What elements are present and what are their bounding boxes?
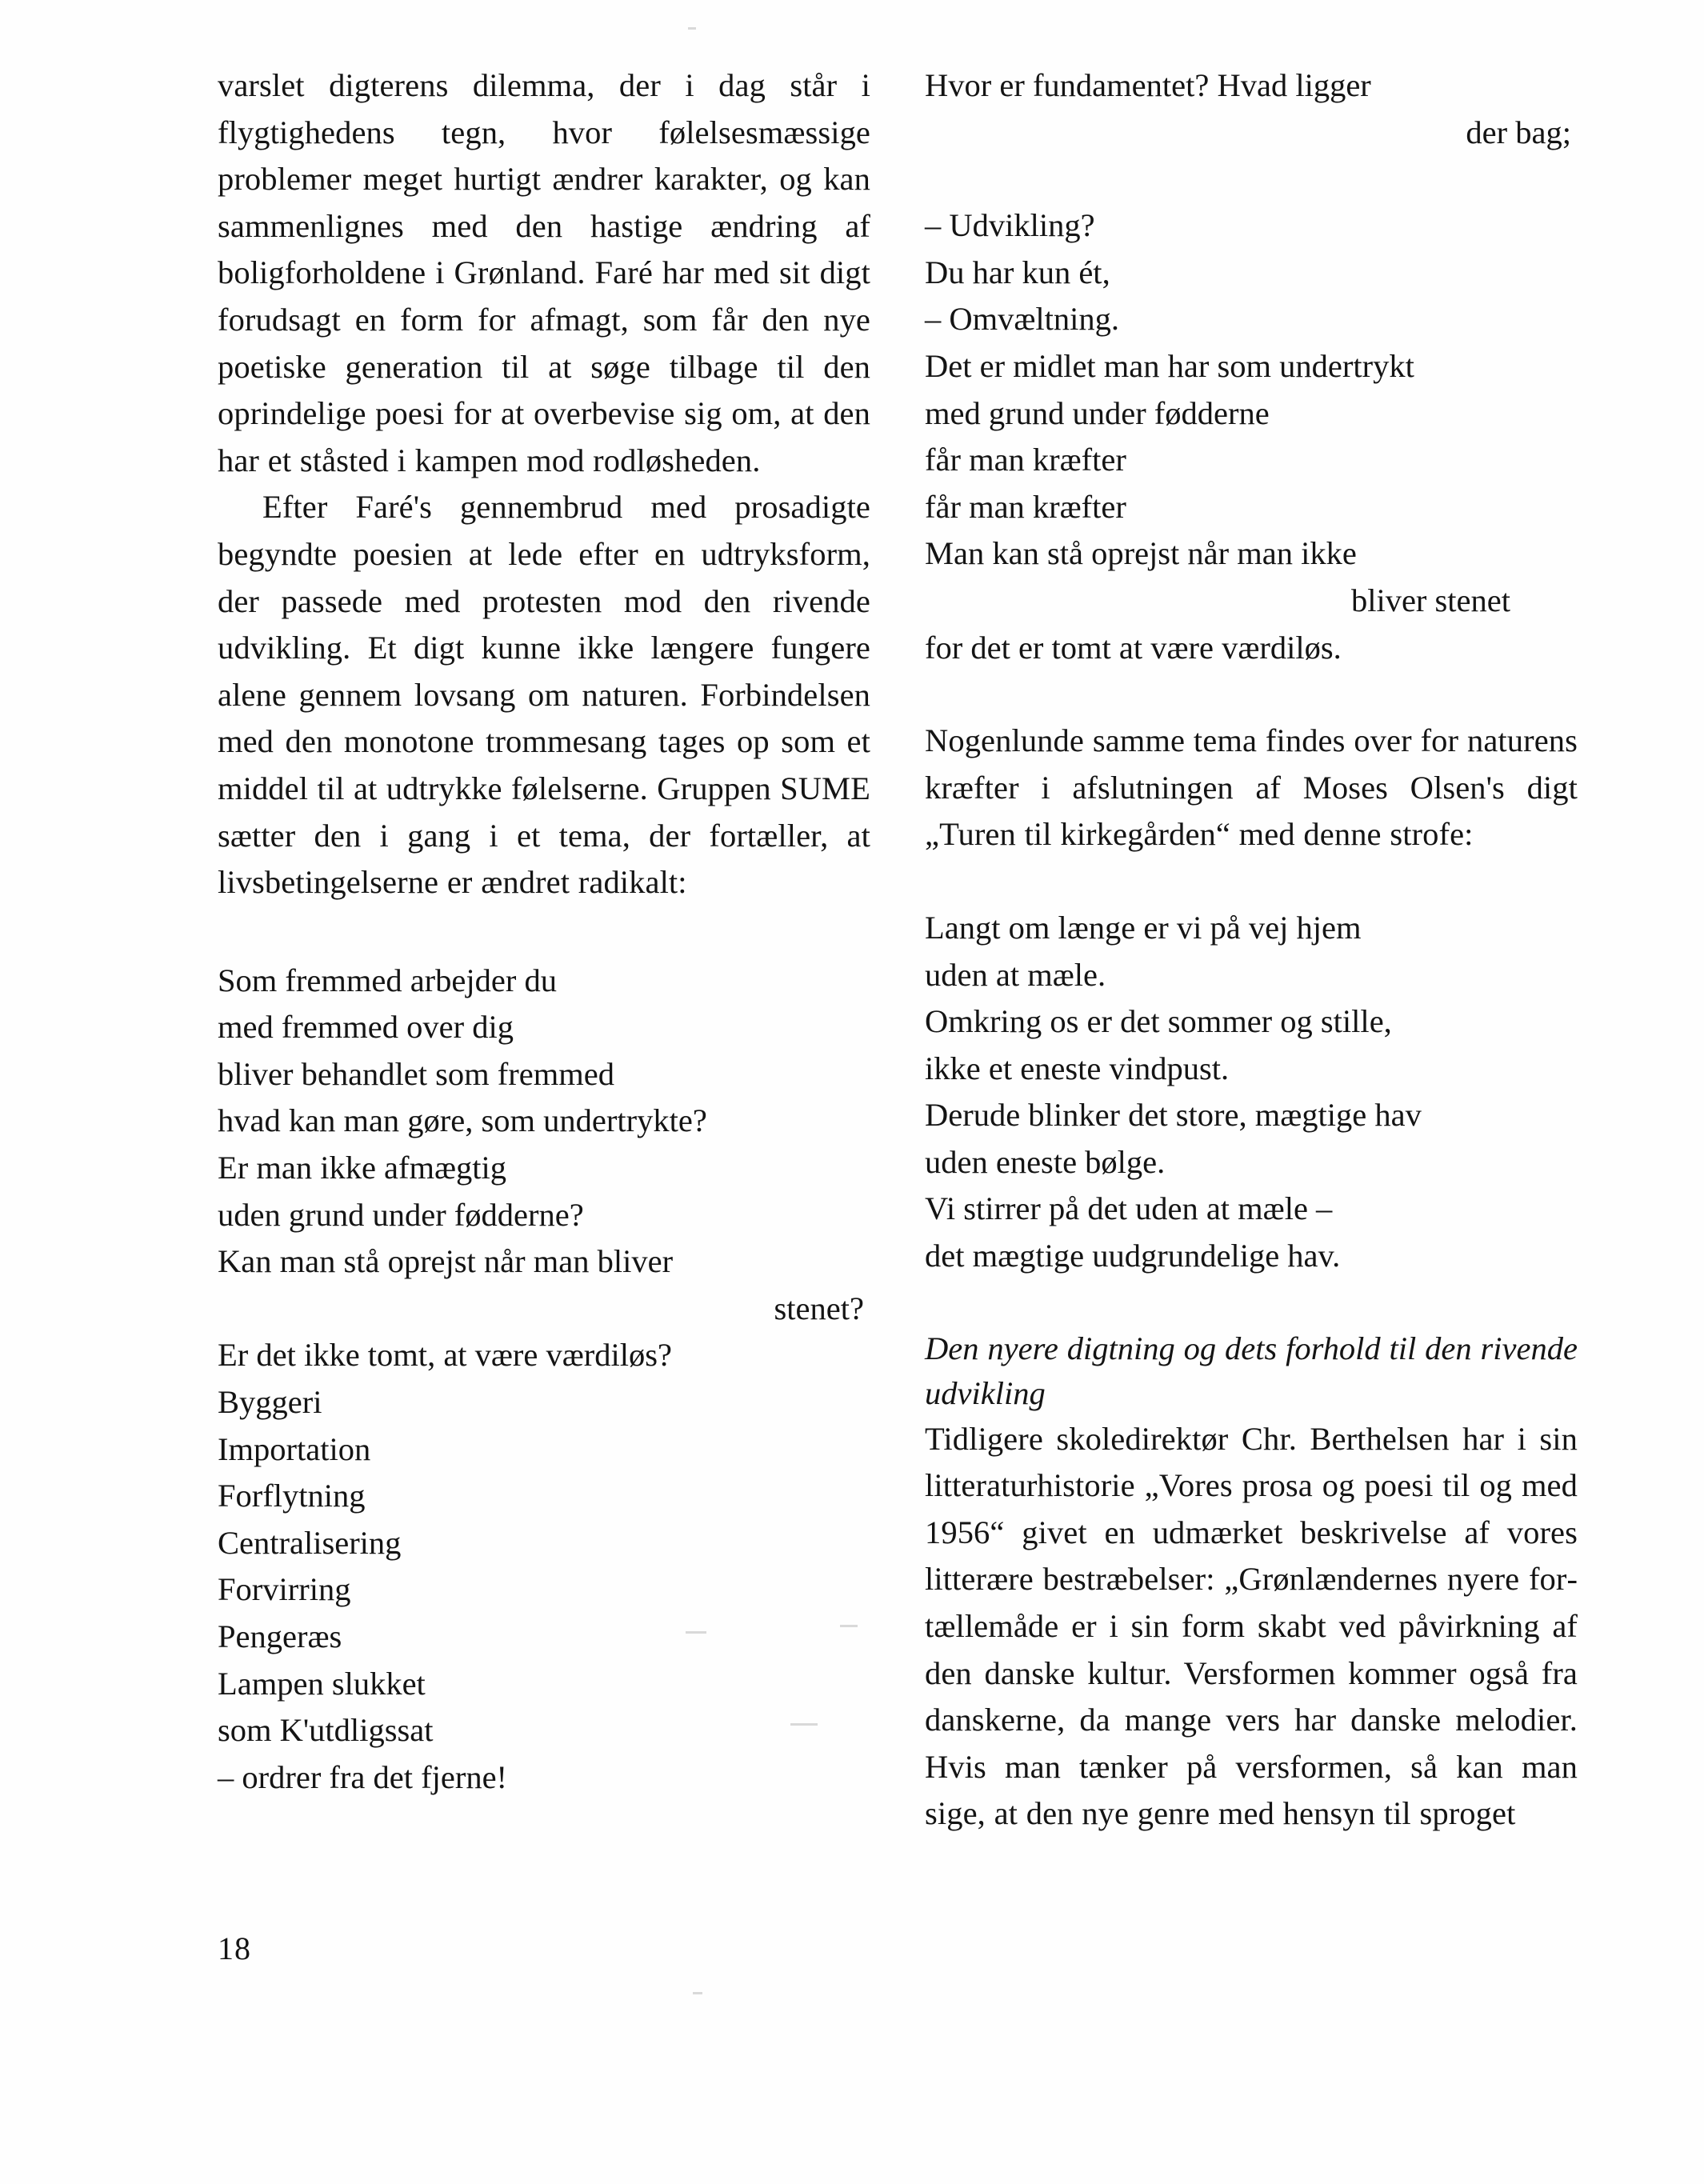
verse-line: hvad kan man gøre, som undertrykte?: [218, 1102, 707, 1139]
verse-line: Forvirring: [218, 1571, 351, 1608]
verse-line: bliver stenet: [1350, 582, 1510, 618]
vertical-spacer: [925, 671, 1578, 718]
paragraph-body: Efter Faré's gennembrud med prosadigte begyndte poesien at lede efter en udtryksform, der passede med protesten mod den rivende udvikling. Et digt kunne ikke længere fungere alene gennem lovsang om naturen. Forbindelsen med den monotone trommesang tages op som et middel til at udtrykke følelserne. Gruppen SUME sætter den i gang i et tema, der fortæller, at livsbetingelserne er ændret radikalt:: [218, 489, 870, 901]
verse-line: det mægtige uudgrundelige hav.: [925, 1238, 1341, 1274]
verse-line: Derude blinker det store, mægtige hav: [925, 1097, 1422, 1134]
verse-line: Centralisering: [218, 1524, 402, 1561]
verse-line: får man kræfter: [925, 488, 1126, 525]
page-number: 18: [218, 1930, 251, 1966]
verse-line: uden eneste bølge.: [925, 1143, 1166, 1180]
verse-line: Du har kun ét,: [925, 254, 1110, 290]
verse-line: med fremmed over dig: [218, 1009, 514, 1046]
scan-speck: [688, 27, 696, 30]
two-column-text-body: [218, 62, 1578, 1838]
verse-line: – ordrer fra det fjerne!: [218, 1758, 508, 1795]
verse-line: for det er tomt at være værdiløs.: [925, 629, 1342, 666]
verse-line: uden at mæle.: [925, 956, 1106, 993]
vertical-spacer: [925, 1280, 1578, 1326]
right-column: [925, 62, 1578, 1838]
scan-speck: [693, 1992, 702, 1994]
verse-line: Er man ikke afmægtig: [218, 1150, 507, 1186]
verse-line: Langt om længe er vi på vej hjem: [925, 909, 1362, 946]
paragraph-body: Tidligere skoledirektør Chr. Berthelsen har i sin litteraturhistorie „Vores prosa og poesi til og med 1956“ givet en udmærket beskrivelse af vores litterære bestræbelser: „Grønlændernes nyere fortællemåde er i sin form skabt ved påvirkning af den danske kultur. Versformen kommer også fra danskerne, da mange vers har danske melodier. Hvis man tænker på versformen, så kan man sige, at den nye genre med hensyn til sproget: [925, 1420, 1578, 1832]
verse-line: Forflytning: [218, 1478, 366, 1514]
verse-line: – Omvæltning.: [925, 301, 1120, 338]
verse-line: ikke et eneste vindpust.: [925, 1050, 1230, 1086]
verse-line: med grund under fødderne: [925, 394, 1270, 431]
verse-line: bliver behandlet som fremmed: [218, 1055, 614, 1092]
verse-line: Lampen slukket: [218, 1665, 426, 1702]
poem-sume: [218, 958, 870, 1802]
verse-line: Hvor er fundamentet? Hvad ligger: [925, 67, 1371, 103]
verse-line: Kan man stå oprejst når man bliver: [218, 1243, 674, 1280]
paragraph-body: Nogenlunde samme tema findes over for naturens kræfter i afslutningen af Moses Olsen's digt „Turen til kirkegården“ med denne strofe:: [925, 722, 1578, 853]
vertical-spacer: [925, 858, 1578, 905]
poem-continued: [925, 62, 1578, 156]
paragraph-body: varslet digterens dilemma, der i dag står i flygtighedens tegn, hvor følelsesmæssige problemer meget hurtigt ændrer karakter, og kan sammenlignes med den hastige ændring af boligforholdene i Grønland. Faré har med sit digt forudsagt en form for afmagt, som får den nye poetiske generation til at søge tilbage til den oprindelige poesi for at overbevise sig om, at den har et ståsted i kampen mod rodløsheden.: [218, 67, 870, 478]
verse-line: Importation: [218, 1430, 371, 1467]
verse-line: får man kræfter: [925, 442, 1126, 478]
verse-line: Som fremmed arbejder du: [218, 962, 557, 998]
verse-line: Det er midlet man har som undertrykt: [925, 347, 1414, 384]
verse-line: Omkring os er det sommer og stille,: [925, 1003, 1392, 1040]
poem-third: [925, 905, 1578, 1280]
verse-line: Byggeri: [218, 1384, 322, 1421]
section-heading: Den nyere digtning og dets forhold til den rivende udvikling: [925, 1330, 1578, 1411]
verse-line: Pengeræs: [218, 1618, 342, 1654]
verse-line: stenet?: [774, 1290, 864, 1326]
poem-second: [925, 202, 1578, 671]
vertical-spacer: [218, 906, 870, 958]
verse-line: uden grund under fødderne?: [218, 1196, 584, 1233]
verse-line: – Udvikling?: [925, 207, 1095, 244]
verse-line: der bag;: [1466, 114, 1571, 150]
verse-line: Er det ikke tomt, at være værdiløs?: [218, 1337, 673, 1374]
verse-line: Man kan stå oprejst når man ikke: [925, 535, 1357, 572]
left-column: [218, 62, 870, 1801]
vertical-spacer: [925, 156, 1578, 202]
verse-line: Vi stirrer på det uden at mæle –: [925, 1190, 1333, 1227]
verse-line: som K'utdligssat: [218, 1712, 434, 1749]
